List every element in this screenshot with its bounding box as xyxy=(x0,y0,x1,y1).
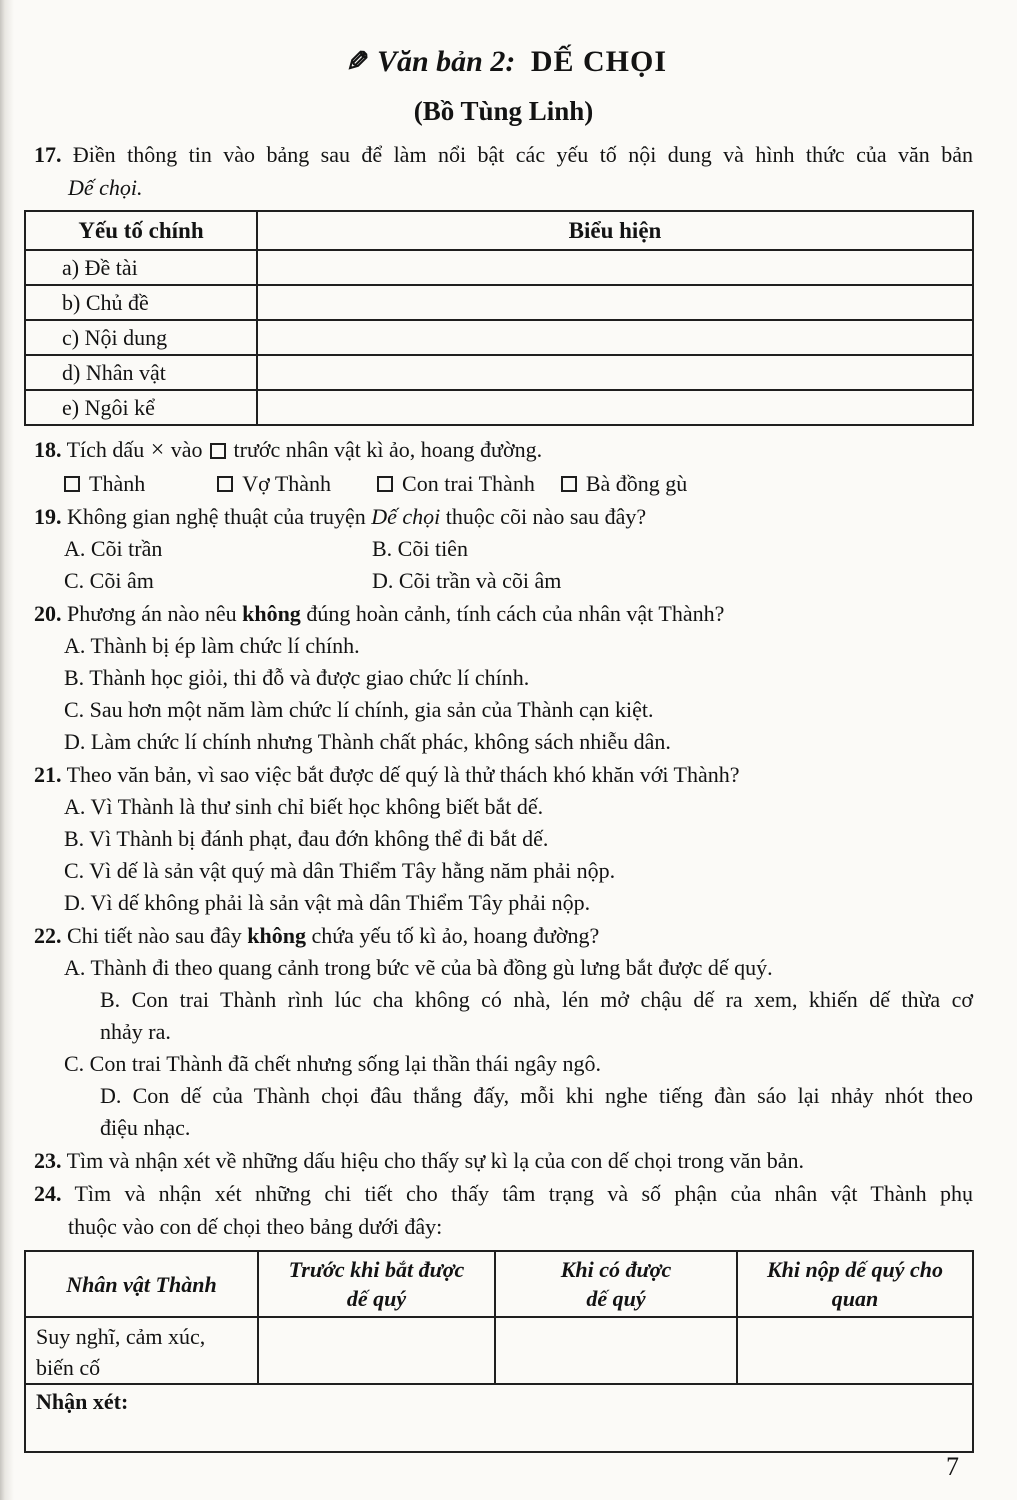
checkbox-icon[interactable] xyxy=(377,476,393,492)
row-label-suy-nghi: Suy nghĩ, cảm xúc, biến cố xyxy=(25,1317,258,1384)
question-20: 20. Phương án nào nêu không đúng hoàn cảnh, tính cách của nhân vật Thành? xyxy=(34,601,725,626)
option-c: C. Sau hơn một năm làm chức lí chính, gia sản của Thành cạn kiệt. xyxy=(64,697,654,722)
question-17-line1: 17. Điền thông tin vào bảng sau để làm nổi bật các yếu tố nội dung và hình thức của văn bản xyxy=(34,142,973,167)
row-label-noi-dung: c) Nội dung xyxy=(25,320,257,355)
character-analysis-table xyxy=(24,1250,974,1453)
table-row xyxy=(25,390,973,425)
option-c: C. Con trai Thành đã chết nhưng sống lại thần thái ngây ngô. xyxy=(64,1051,601,1076)
option-b: B. Vì Thành bị đánh phạt, đau đớn không thể đi bắt dế. xyxy=(64,826,549,851)
checkbox-option-ba-dong-gu[interactable] xyxy=(561,471,687,497)
question-17-line2: Dế chọi. xyxy=(68,175,143,200)
option-d: D. Con dế của Thành chọi đâu thắng đấy, mỗi khi nghe tiếng đàn sáo lại nhảy nhót theo điệu nhạc. xyxy=(100,1083,973,1140)
col-header-khi-nop: Khi nộp dế quý cho quan xyxy=(737,1251,973,1317)
question-18-choices xyxy=(64,467,973,500)
checkbox-icon[interactable] xyxy=(561,476,577,492)
question-22: 22. Chi tiết nào sau đây không chứa yếu tố kì ảo, hoang đường? xyxy=(34,923,600,948)
elements-table xyxy=(24,210,974,426)
option-a: A. Vì Thành là thư sinh chỉ biết học không biết bắt dế. xyxy=(64,794,544,819)
checkbox-option-thanh[interactable] xyxy=(64,471,145,497)
fill-in-cell[interactable] xyxy=(257,250,973,285)
table-footer-row xyxy=(25,1384,973,1452)
x-mark: × xyxy=(150,437,165,463)
fill-in-cell[interactable] xyxy=(257,390,973,425)
page-number: 7 xyxy=(946,1452,959,1481)
question-24-line1: 24. Tìm và nhận xét những chi tiết cho thấy tâm trạng và số phận của nhân vật Thành phụ xyxy=(34,1181,974,1206)
page-title xyxy=(34,42,973,83)
option-d: D. Cõi trần và cõi âm xyxy=(372,568,562,593)
checkbox-icon[interactable] xyxy=(64,476,80,492)
option-d: D. Vì dế không phải là sản vật mà dân Thiểm Tây phải nộp. xyxy=(64,890,591,915)
col-header-bieu-hien: Biểu hiện xyxy=(257,211,973,250)
table-header-row xyxy=(25,211,973,250)
table-row xyxy=(25,1317,973,1384)
question-19-options xyxy=(64,533,973,597)
question-24-line2: thuộc vào con dế chọi theo bảng dưới đây: xyxy=(68,1214,443,1239)
question-19: 19. Không gian nghệ thuật của truyện Dế chọi thuộc cõi nào sau đây? xyxy=(34,504,647,529)
table-row xyxy=(25,285,973,320)
row-label-ngoi-ke: e) Ngôi kể xyxy=(25,390,257,425)
checkbox-option-con-trai-thanh[interactable] xyxy=(377,471,535,497)
checkbox-icon xyxy=(210,443,226,459)
option-b: B. Cõi tiên xyxy=(372,536,468,561)
col-header-khi-co-duoc: Khi có được dế quý xyxy=(495,1251,737,1317)
fill-in-cell[interactable] xyxy=(737,1317,973,1384)
row-label-chu-de: b) Chủ đề xyxy=(25,285,257,320)
title-prefix: Văn bản 2: xyxy=(376,45,516,78)
question-18: 18. Tích dấu × vào trước nhân vật kì ảo, hoang đường. xyxy=(34,437,543,463)
option-b: B. Thành học giỏi, thi đỗ và được giao chức lí chính. xyxy=(64,665,530,690)
col-header-nhan-vat-thanh: Nhân vật Thành xyxy=(25,1251,258,1317)
choice-label: Con trai Thành xyxy=(402,470,535,496)
question-17 xyxy=(34,138,973,204)
checkbox-icon[interactable] xyxy=(217,476,233,492)
question-21: 21. Theo văn bản, vì sao việc bắt được dế quý là thử thách khó khăn với Thành? xyxy=(34,762,740,787)
checkbox-option-vo-thanh[interactable] xyxy=(217,471,331,497)
pencil-icon: ✎ xyxy=(345,47,370,78)
option-a: A. Thành bị ép làm chức lí chính. xyxy=(64,633,360,658)
fill-in-cell[interactable] xyxy=(257,355,973,390)
question-24 xyxy=(34,1177,973,1243)
row-label-de-tai: a) Đề tài xyxy=(25,250,257,285)
choice-label: Thành xyxy=(89,470,146,496)
table-row xyxy=(25,355,973,390)
choice-label: Vợ Thành xyxy=(242,470,332,496)
col-header-truoc-khi-bat: Trước khi bắt được dế quý xyxy=(258,1251,495,1317)
title-main: DẾ CHỌI xyxy=(530,45,668,78)
row-label-nhan-vat: d) Nhân vật xyxy=(25,355,257,390)
table-row xyxy=(25,320,973,355)
fill-in-cell[interactable] xyxy=(258,1317,495,1384)
option-b: B. Con trai Thành rình lúc cha không có nhà, lén mở chậu dế ra xem, khiến dế thừa cơ nhảy ra. xyxy=(100,987,973,1044)
fill-in-cell[interactable] xyxy=(257,285,973,320)
table-header-row xyxy=(25,1251,973,1317)
option-a: A. Cõi trần xyxy=(64,536,163,561)
remark-cell[interactable]: Nhận xét: xyxy=(25,1384,973,1452)
option-c: C. Vì dế là sản vật quý mà dân Thiểm Tây hằng năm phải nộp. xyxy=(64,858,616,883)
choice-label: Bà đồng gù xyxy=(585,470,688,496)
option-a: A. Thành đi theo quang cảnh trong bức vẽ của bà đồng gù lưng bắt được dế quý. xyxy=(64,955,773,980)
fill-in-cell[interactable] xyxy=(257,320,973,355)
author-line: (Bồ Tùng Linh) xyxy=(413,96,594,126)
col-header-yeu-to-chinh: Yếu tố chính xyxy=(25,211,257,250)
option-d: D. Làm chức lí chính nhưng Thành chất phác, không sách nhiễu dân. xyxy=(64,729,671,754)
option-c: C. Cõi âm xyxy=(64,568,154,593)
table-row xyxy=(25,250,973,285)
fill-in-cell[interactable] xyxy=(495,1317,737,1384)
question-23: 23. Tìm và nhận xét về những dấu hiệu cho thấy sự kì lạ của con dế chọi trong văn bản. xyxy=(34,1148,805,1173)
